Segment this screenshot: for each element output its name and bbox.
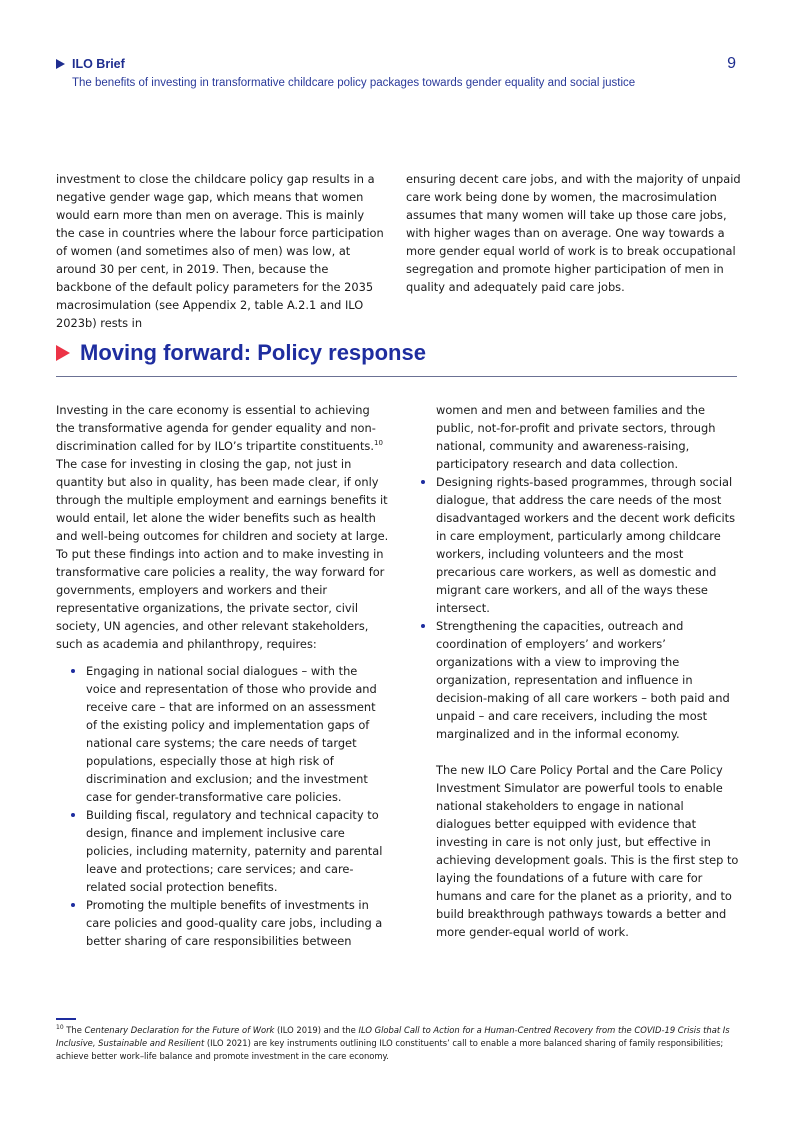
footnote-title: Centenary Declaration for the Future of Work [84, 1025, 275, 1035]
list-item-text: Promoting the multiple benefits of investments in care policies and good-quality care jobs, including a better sharing of care responsibilities between [86, 898, 383, 948]
section-title: Moving forward: Policy response [80, 340, 426, 365]
footnote [56, 1024, 746, 1063]
footnote-number: 10 [56, 1024, 64, 1032]
paragraph: investment to close the childcare policy gap results in a negative gender wage gap, which means that women would earn more than men on average. This is mainly the case in countries where the labour force participation of women (and sometimes also of men) was low, at around 30 per cent, in 2019. Then, because the backbone of the default policy parameters for the 2035 macrosimulation (see Appendix 2, table A.2.1 and ILO 2023b) rests in [56, 172, 384, 330]
list-item [420, 473, 742, 617]
list-item-text: Building fiscal, regulatory and technical capacity to design, finance and implement inclusive care policies, including maternity, paternity and parental leave and protections; care services; and care-related social protection benefits. [86, 808, 383, 894]
intro-paragraph [56, 401, 390, 653]
requirements-list [56, 662, 390, 950]
bullet-icon [71, 813, 75, 817]
list-item-text: Designing rights-based programmes, through social dialogue, that address the care needs of the most disadvantaged workers and the decent work deficits in care employment, particularly among childcare workers, including volunteers and the most precarious care workers, as well as domestic and migrant care workers, and all of the ways these intersect. [436, 475, 736, 615]
list-item-text: Strengthening the capacities, outreach and coordination of employers’ and workers’ organizations with a view to improving the organization, representation and influence in decision-making of all care workers – both paid and unpaid – and care receivers, including the most marginalized and in the informal economy. [436, 619, 730, 741]
top-left-column [56, 170, 386, 332]
closing-paragraph: The new ILO Care Policy Portal and the Care Policy Investment Simulator are powerful tools to enable national stakeholders to engage in national dialogues better equipped with evidence that investing in care is not only just, but effective in achieving development goals. This is the first step to laying the foundations of a future with care for humans and care for the planet as a priority, and to build breakthrough pathways towards a better and more gender-equal world of work. [436, 763, 739, 939]
footnote-ref[interactable]: 10 [373, 439, 383, 448]
top-right-column [406, 170, 742, 296]
footnote-text: The [63, 1025, 85, 1035]
bullet-icon [71, 669, 75, 673]
bullet-icon [421, 480, 425, 484]
list-item [420, 617, 742, 743]
footnote-title: ILO Global Call to Action for a Human-Centred Recovery from the COVID-19 Crisis that Is Inclusive, Sustainable and Resilient [56, 1025, 730, 1048]
list-item-text: Engaging in national social dialogues – with the voice and representation of those who provide and receive care – that are informed on an assessment of the existing policy and implementation gaps of national care systems; the care needs of target populations, especially those at high risk of discrimination and exclusion; and the investment case for gender-transformative care policies. [86, 664, 377, 804]
triangle-arrow-icon [56, 59, 65, 69]
paragraph: ensuring decent care jobs, and with the majority of unpaid care work being done by women, the macrosimulation assumes that many women will take up those care jobs, with higher wages than on average. One way towards a more gender equal world of work is to break occupational segregation and promote higher participation of men in quality and adequately paid care jobs. [406, 172, 741, 294]
requirements-list-continued [420, 473, 742, 743]
bullet-icon [71, 903, 75, 907]
list-item [56, 806, 390, 896]
bullet-icon [421, 624, 425, 628]
triangle-arrow-icon [56, 345, 70, 361]
document-subtitle: The benefits of investing in transformative childcare policy packages towards gender equality and social justice [72, 77, 636, 89]
footnote-divider [56, 1018, 76, 1020]
list-item-continuation: women and men and between families and the public, not-for-profit and private sectors, through national, community and awareness-raising, participatory research and data collection. [436, 403, 716, 471]
intro-text: Investing in the care economy is essential to achieving the transformative agenda for gender equality and non-discrimination called for by ILO’s tripartite constituents. [56, 403, 376, 453]
brief-label [56, 57, 737, 71]
running-header [56, 57, 737, 89]
section-right-column [420, 401, 742, 941]
list-item [56, 662, 390, 806]
footnote-text: (ILO 2021) are key instruments outlining ILO constituents’ call to enable a more balanced sharing of family responsibilities; achieve better work–life balance and promote investment in the care economy. [56, 1038, 724, 1061]
brief-label-text: ILO Brief [72, 57, 125, 71]
section-left-column [56, 401, 390, 950]
intro-text: The case for investing in closing the gap, not just in quantity but also in quality, has been made clear, if only through the multiple employment and earnings benefits it would entail, let alone the wider benefits such as health and well-being outcomes for children and society at large. To put these findings into action and to make investing in transformative care policies a reality, the way forward for governments, employers and workers and their representative organizations, the private sector, civil society, UN agencies, and other relevant stakeholders, such as academia and philanthropy, requires: [56, 457, 389, 651]
section-divider [56, 376, 737, 377]
section-heading [56, 340, 426, 366]
footnote-text: (ILO 2019) and the [274, 1025, 359, 1035]
page-number: 9 [727, 55, 736, 72]
list-item [56, 896, 390, 950]
